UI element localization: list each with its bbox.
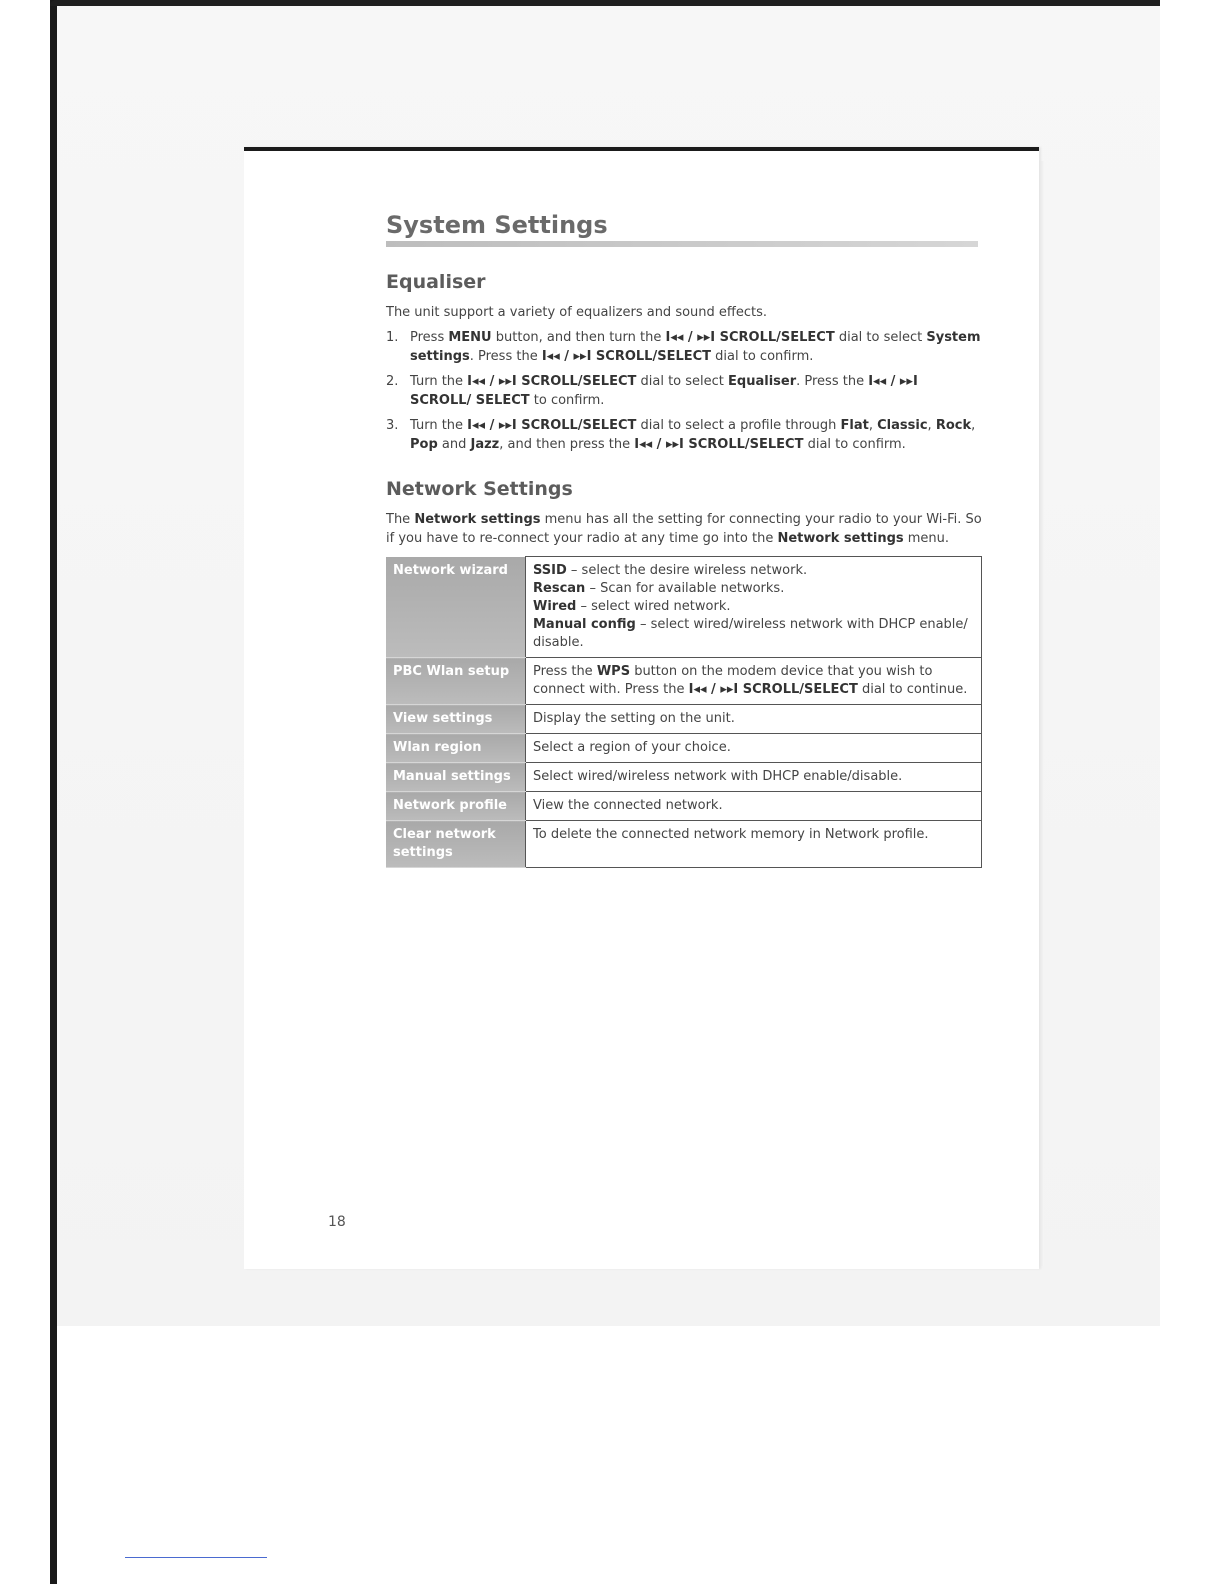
setting-name: PBC Wlan setup — [386, 658, 526, 705]
text-run: menu has all the setting for connecting your radio to your Wi-Fi. So if you have to re-connect your radio at any time go into the — [386, 512, 982, 546]
skip-buttons-icon: I◂◂ / ▸▸I — [665, 330, 716, 345]
step-number: 3. — [386, 418, 399, 433]
description-line — [533, 598, 974, 616]
bold-term: Jazz — [470, 437, 500, 452]
setting-name: Network wizard — [386, 557, 526, 658]
description-line — [533, 797, 974, 815]
equaliser-intro: The unit support a variety of equalizers and sound effects. — [386, 305, 768, 320]
title-rule — [386, 241, 978, 247]
bold-term: Classic — [877, 418, 928, 433]
text-run: dial to select — [636, 374, 729, 389]
skip-buttons-icon: I◂◂ / ▸▸I — [467, 374, 517, 389]
text-run: Press — [410, 330, 449, 345]
bold-term: SCROLL/SELECT — [516, 374, 637, 389]
page-fold-shadow — [1039, 161, 1044, 1266]
bold-term: Equaliser — [728, 374, 797, 389]
text-run: – Scan for available networks. — [585, 581, 785, 596]
text-run: menu. — [903, 531, 950, 546]
bold-term: Network settings — [414, 512, 541, 527]
equaliser-step — [386, 372, 982, 410]
step-number: 2. — [386, 374, 399, 389]
description-line — [533, 616, 974, 652]
setting-name: Clear network settings — [386, 821, 526, 868]
network-heading: Network Settings — [386, 478, 573, 500]
text-run: , — [971, 418, 976, 433]
description-line — [533, 710, 974, 728]
table-row — [386, 763, 982, 792]
setting-description — [526, 705, 982, 734]
equaliser-steps — [386, 328, 982, 454]
text-run: dial to continue. — [857, 682, 968, 697]
bold-term: WPS — [596, 664, 631, 679]
text-run: and — [437, 437, 471, 452]
text-run: View the connected network. — [533, 798, 723, 813]
text-run: Turn the — [410, 418, 468, 433]
text-run: dial to select — [834, 330, 927, 345]
bold-term: Manual config — [533, 617, 636, 632]
equaliser-step — [386, 416, 982, 454]
table-row — [386, 821, 982, 868]
text-run: button on the modem device that you wish to connect with. Press the — [533, 664, 933, 697]
text-run: dial to confirm. — [803, 437, 906, 452]
skip-buttons-icon: I◂◂ / ▸▸I — [634, 437, 684, 452]
network-settings-table — [386, 556, 982, 868]
bold-term: SCROLL/SELECT — [591, 349, 712, 364]
network-intro — [386, 510, 982, 548]
text-run: Press the — [533, 664, 597, 679]
text-run: . Press the — [796, 374, 869, 389]
text-run: – select the desire wireless network. — [566, 563, 808, 578]
text-run: to confirm. — [529, 393, 605, 408]
text-run: dial to confirm. — [711, 349, 814, 364]
text-run: To delete the connected network memory in Network profile. — [533, 827, 929, 842]
description-line — [533, 739, 974, 757]
setting-name: Wlan region — [386, 734, 526, 763]
setting-description — [526, 658, 982, 705]
bold-term: Network settings — [777, 531, 904, 546]
table-row — [386, 557, 982, 658]
skip-buttons-icon: I◂◂ / ▸▸I — [688, 682, 739, 697]
description-line — [533, 663, 974, 699]
skip-buttons-icon: I◂◂ / ▸▸I — [868, 374, 918, 389]
setting-name: Manual settings — [386, 763, 526, 792]
bold-term: Rock — [935, 418, 972, 433]
bold-term: SCROLL/ SELECT — [410, 393, 530, 408]
bold-term: SCROLL/SELECT — [683, 437, 804, 452]
step-number: 1. — [386, 330, 399, 345]
table-row — [386, 734, 982, 763]
bold-term: SCROLL/SELECT — [738, 682, 858, 697]
setting-description — [526, 763, 982, 792]
text-run: The — [386, 512, 415, 527]
bold-term: SCROLL/SELECT — [516, 418, 637, 433]
table-row — [386, 705, 982, 734]
page-number: 18 — [328, 1214, 346, 1230]
bold-term: MENU — [448, 330, 492, 345]
scanner-edge-left — [50, 0, 57, 1584]
text-run: . Press the — [469, 349, 542, 364]
page-title: System Settings — [386, 211, 608, 239]
bold-term: Pop — [410, 437, 438, 452]
text-run: button, and then turn the — [491, 330, 666, 345]
text-run: Display the setting on the unit. — [533, 711, 735, 726]
bold-term: Rescan — [533, 581, 586, 596]
manual-page — [244, 147, 1039, 1269]
footer-link-line — [125, 1557, 267, 1558]
setting-name: Network profile — [386, 792, 526, 821]
table-row — [386, 792, 982, 821]
equaliser-step — [386, 328, 982, 366]
text-run: , — [927, 418, 936, 433]
description-line — [533, 768, 974, 786]
skip-buttons-icon: I◂◂ / ▸▸I — [467, 418, 517, 433]
description-line — [533, 562, 974, 580]
description-line — [533, 580, 974, 598]
bold-term: SCROLL/SELECT — [715, 330, 835, 345]
bold-term: SSID — [533, 563, 567, 578]
text-run: – select wired network. — [576, 599, 731, 614]
setting-description — [526, 821, 982, 868]
page-content — [386, 211, 982, 868]
bold-term: Wired — [533, 599, 577, 614]
text-run: Turn the — [410, 374, 468, 389]
text-run: – select wired/wireless network with DHCP enable/ disable. — [533, 617, 968, 650]
bold-term: Flat — [840, 418, 869, 433]
text-run: , and then press the — [499, 437, 635, 452]
description-line — [533, 826, 974, 844]
text-run: , — [868, 418, 878, 433]
setting-description — [526, 557, 982, 658]
setting-description — [526, 734, 982, 763]
setting-name: View settings — [386, 705, 526, 734]
scanner-edge-top — [50, 0, 1160, 6]
skip-buttons-icon: I◂◂ / ▸▸I — [541, 349, 592, 364]
text-run: Select wired/wireless network with DHCP enable/disable. — [533, 769, 903, 784]
setting-description — [526, 792, 982, 821]
text-run: dial to select a profile through — [636, 418, 841, 433]
table-row — [386, 658, 982, 705]
equaliser-heading: Equaliser — [386, 271, 486, 293]
bold-term: System settings — [410, 330, 981, 364]
text-run: Select a region of your choice. — [533, 740, 731, 755]
